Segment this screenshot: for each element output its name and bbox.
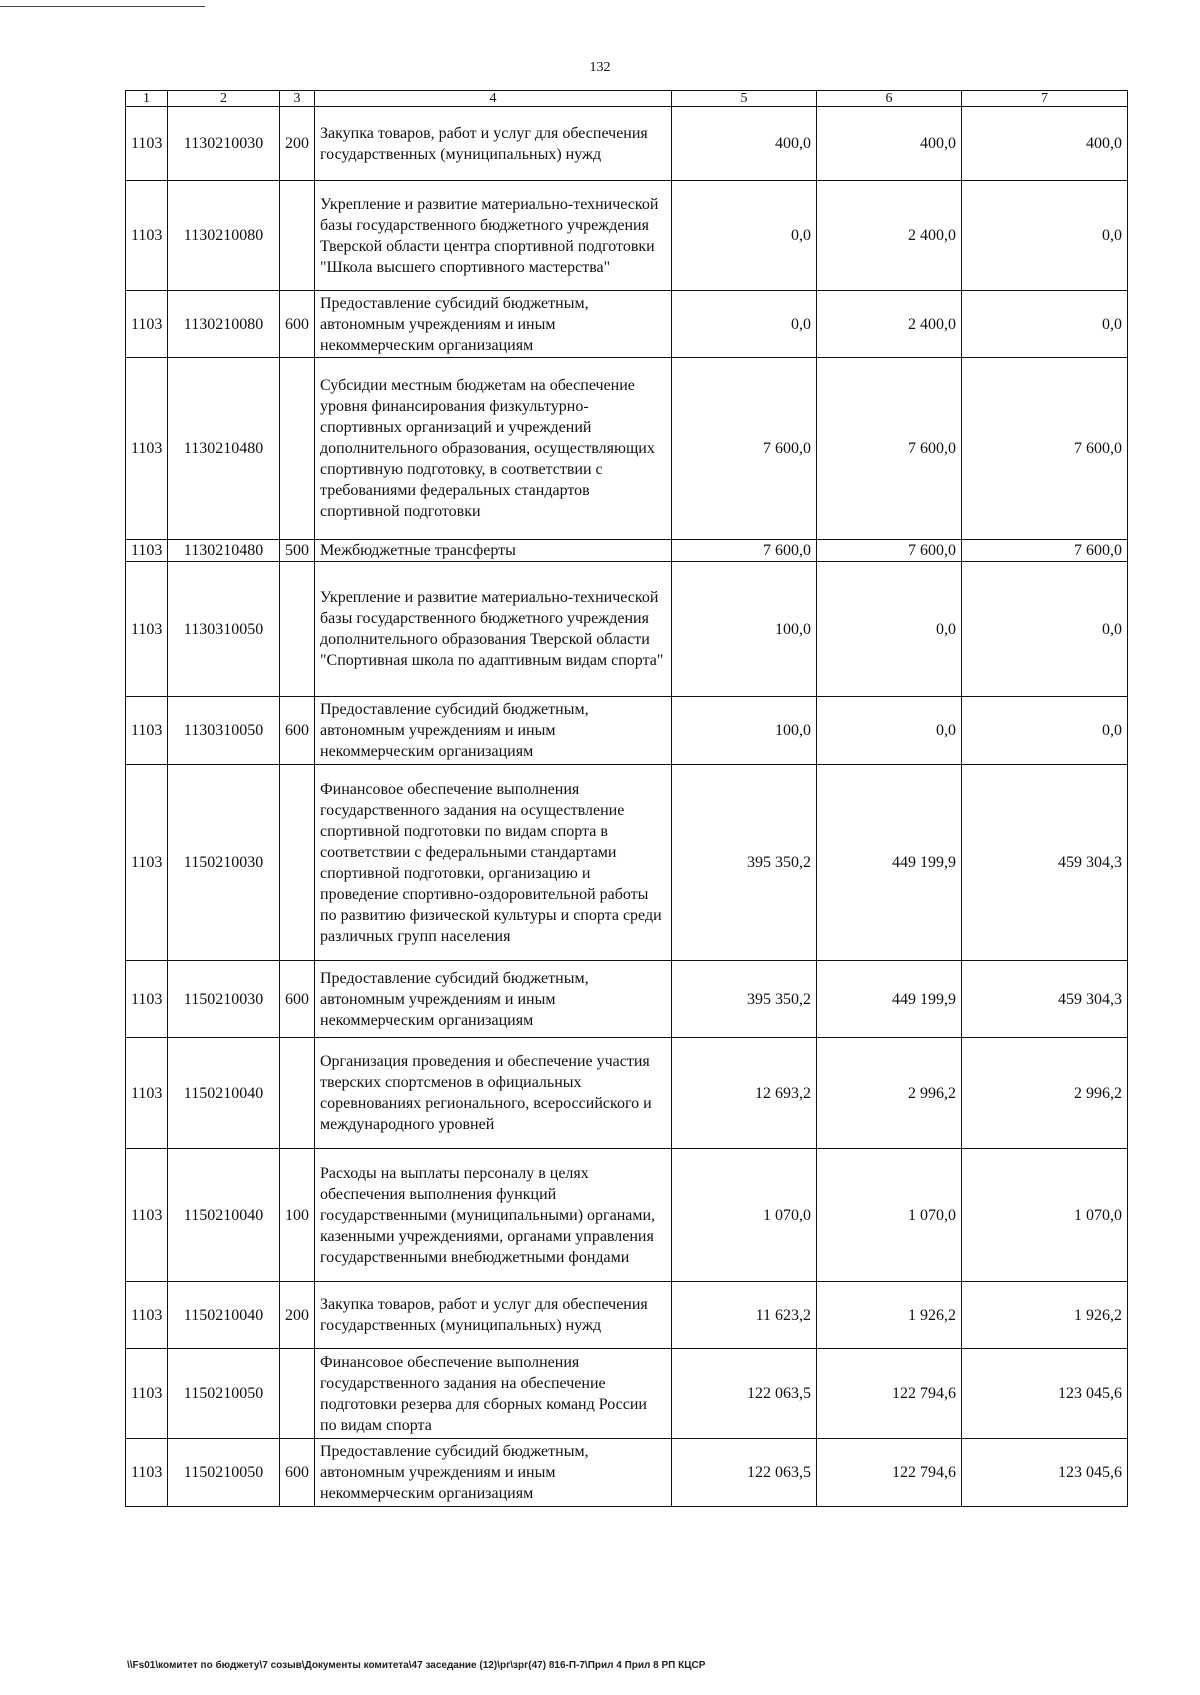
amount-col5: 395 350,2 — [672, 961, 817, 1038]
table-row — [126, 181, 1128, 291]
amount-col5: 1 070,0 — [672, 1149, 817, 1282]
table-row — [126, 961, 1128, 1038]
table-row — [126, 1038, 1128, 1149]
expense-type-code — [280, 181, 315, 291]
table-row — [126, 1282, 1128, 1349]
column-header: 1 — [126, 91, 168, 107]
amount-col7: 459 304,3 — [962, 765, 1128, 961]
table-row — [126, 1349, 1128, 1439]
column-header: 2 — [168, 91, 280, 107]
expense-type-code: 500 — [280, 540, 315, 562]
target-article-code: 1130310050 — [168, 562, 280, 697]
section-code: 1103 — [126, 358, 168, 540]
expense-type-code — [280, 562, 315, 697]
expense-name: Финансовое обеспечение выполнения государственного задания на обеспечение подготовки резерва для сборных команд России по видам спорта — [315, 1349, 672, 1439]
section-code: 1103 — [126, 1282, 168, 1349]
amount-col5: 7 600,0 — [672, 358, 817, 540]
target-article-code: 1150210030 — [168, 765, 280, 961]
amount-col7: 2 996,2 — [962, 1038, 1128, 1149]
expense-type-code — [280, 1349, 315, 1439]
expense-type-code: 600 — [280, 1439, 315, 1507]
amount-col5: 11 623,2 — [672, 1282, 817, 1349]
target-article-code: 1150210040 — [168, 1038, 280, 1149]
amount-col6: 449 199,9 — [817, 961, 962, 1038]
amount-col5: 122 063,5 — [672, 1439, 817, 1507]
amount-col6: 122 794,6 — [817, 1439, 962, 1507]
target-article-code: 1150210040 — [168, 1149, 280, 1282]
column-header: 3 — [280, 91, 315, 107]
section-code: 1103 — [126, 961, 168, 1038]
amount-col7: 7 600,0 — [962, 358, 1128, 540]
amount-col5: 100,0 — [672, 697, 817, 765]
amount-col7: 123 045,6 — [962, 1439, 1128, 1507]
expense-name: Финансовое обеспечение выполнения государственного задания на осуществление спортивной подготовки по видам спорта в соответствии с федеральными стандартами спортивной подготовки, организацию и проведение спортивно-оздоровительной работы по развитию физической культуры и спорта среди различных групп населения — [315, 765, 672, 961]
expense-name: Укрепление и развитие материально-технической базы государственного бюджетного учреждения Тверской области центра спортивной подготовки "Школа высшего спортивного мастерства" — [315, 181, 672, 291]
amount-col6: 2 400,0 — [817, 291, 962, 358]
amount-col7: 0,0 — [962, 697, 1128, 765]
amount-col5: 100,0 — [672, 562, 817, 697]
target-article-code: 1150210030 — [168, 961, 280, 1038]
expense-type-code: 200 — [280, 1282, 315, 1349]
table-row — [126, 1149, 1128, 1282]
amount-col5: 12 693,2 — [672, 1038, 817, 1149]
expense-name: Предоставление субсидий бюджетным, автономным учреждениям и иным некоммерческим организациям — [315, 697, 672, 765]
section-code: 1103 — [126, 1439, 168, 1507]
amount-col7: 1 070,0 — [962, 1149, 1128, 1282]
expense-type-code: 200 — [280, 107, 315, 181]
expense-name: Предоставление субсидий бюджетным, автономным учреждениям и иным некоммерческим организациям — [315, 1439, 672, 1507]
expense-name: Укрепление и развитие материально-технической базы государственного бюджетного учреждения дополнительного образования Тверской области "Спортивная школа по адаптивным видам спорта" — [315, 562, 672, 697]
amount-col7: 0,0 — [962, 562, 1128, 697]
amount-col6: 7 600,0 — [817, 358, 962, 540]
expense-name: Расходы на выплаты персоналу в целях обеспечения выполнения функций государственными (муниципальными) органами, казенными учреждениями, органами управления государственными внебюджетными фондами — [315, 1149, 672, 1282]
target-article-code: 1130210080 — [168, 181, 280, 291]
amount-col6: 122 794,6 — [817, 1349, 962, 1439]
amount-col5: 0,0 — [672, 291, 817, 358]
expense-name: Закупка товаров, работ и услуг для обеспечения государственных (муниципальных) нужд — [315, 107, 672, 181]
expense-type-code — [280, 1038, 315, 1149]
amount-col6: 2 400,0 — [817, 181, 962, 291]
section-code: 1103 — [126, 1349, 168, 1439]
column-header: 4 — [315, 91, 672, 107]
amount-col6: 400,0 — [817, 107, 962, 181]
target-article-code: 1150210050 — [168, 1439, 280, 1507]
amount-col7: 459 304,3 — [962, 961, 1128, 1038]
target-article-code: 1130210030 — [168, 107, 280, 181]
expense-name: Закупка товаров, работ и услуг для обеспечения государственных (муниципальных) нужд — [315, 1282, 672, 1349]
section-code: 1103 — [126, 1149, 168, 1282]
table-row — [126, 697, 1128, 765]
amount-col6: 7 600,0 — [817, 540, 962, 562]
amount-col7: 0,0 — [962, 181, 1128, 291]
amount-col7: 123 045,6 — [962, 1349, 1128, 1439]
section-code: 1103 — [126, 540, 168, 562]
table-row — [126, 1439, 1128, 1507]
target-article-code: 1130310050 — [168, 697, 280, 765]
column-header: 5 — [672, 91, 817, 107]
expense-type-code: 600 — [280, 961, 315, 1038]
expense-type-code — [280, 765, 315, 961]
amount-col6: 1 926,2 — [817, 1282, 962, 1349]
table-row — [126, 540, 1128, 562]
amount-col5: 400,0 — [672, 107, 817, 181]
page-number: 132 — [589, 60, 611, 75]
table-row — [126, 107, 1128, 181]
section-code: 1103 — [126, 765, 168, 961]
expense-type-code: 600 — [280, 291, 315, 358]
expense-name: Субсидии местным бюджетам на обеспечение уровня финансирования физкультурно-спортивных организаций и учреждений дополнительного образования, осуществляющих спортивную подготовку, в соответствии с требованиями федеральных стандартов спортивной подготовки — [315, 358, 672, 540]
amount-col5: 0,0 — [672, 181, 817, 291]
amount-col6: 1 070,0 — [817, 1149, 962, 1282]
expense-type-code: 100 — [280, 1149, 315, 1282]
section-code: 1103 — [126, 562, 168, 697]
table-row — [126, 358, 1128, 540]
section-code: 1103 — [126, 1038, 168, 1149]
section-code: 1103 — [126, 181, 168, 291]
amount-col6: 2 996,2 — [817, 1038, 962, 1149]
budget-table — [125, 90, 1128, 1507]
expense-type-code: 600 — [280, 697, 315, 765]
amount-col7: 400,0 — [962, 107, 1128, 181]
expense-type-code — [280, 358, 315, 540]
amount-col5: 122 063,5 — [672, 1349, 817, 1439]
amount-col7: 1 926,2 — [962, 1282, 1128, 1349]
expense-name: Межбюджетные трансферты — [315, 540, 672, 562]
amount-col6: 449 199,9 — [817, 765, 962, 961]
table-row — [126, 765, 1128, 961]
table-row — [126, 291, 1128, 358]
target-article-code: 1150210040 — [168, 1282, 280, 1349]
amount-col6: 0,0 — [817, 562, 962, 697]
expense-name: Организация проведения и обеспечение участия тверских спортсменов в официальных соревнованиях регионального, всероссийского и международного уровней — [315, 1038, 672, 1149]
table-row — [126, 562, 1128, 697]
target-article-code: 1130210480 — [168, 540, 280, 562]
amount-col6: 0,0 — [817, 697, 962, 765]
amount-col5: 395 350,2 — [672, 765, 817, 961]
footer-file-path: \\Fs01\комитет по бюджету\7 созыв\Документы комитета\47 заседание (12)\рг\зрг(47) 816-П-7\Прил 4 Прил 8 РП КЦСР — [127, 1660, 706, 1671]
target-article-code: 1130210480 — [168, 358, 280, 540]
section-code: 1103 — [126, 291, 168, 358]
target-article-code: 1130210080 — [168, 291, 280, 358]
target-article-code: 1150210050 — [168, 1349, 280, 1439]
section-code: 1103 — [126, 107, 168, 181]
column-header: 6 — [817, 91, 962, 107]
expense-name: Предоставление субсидий бюджетным, автономным учреждениям и иным некоммерческим организациям — [315, 291, 672, 358]
amount-col7: 0,0 — [962, 291, 1128, 358]
column-header: 7 — [962, 91, 1128, 107]
amount-col7: 7 600,0 — [962, 540, 1128, 562]
amount-col5: 7 600,0 — [672, 540, 817, 562]
column-number-row — [126, 91, 1128, 107]
expense-name: Предоставление субсидий бюджетным, автономным учреждениям и иным некоммерческим организациям — [315, 961, 672, 1038]
section-code: 1103 — [126, 697, 168, 765]
scan-edge-line — [0, 6, 205, 7]
